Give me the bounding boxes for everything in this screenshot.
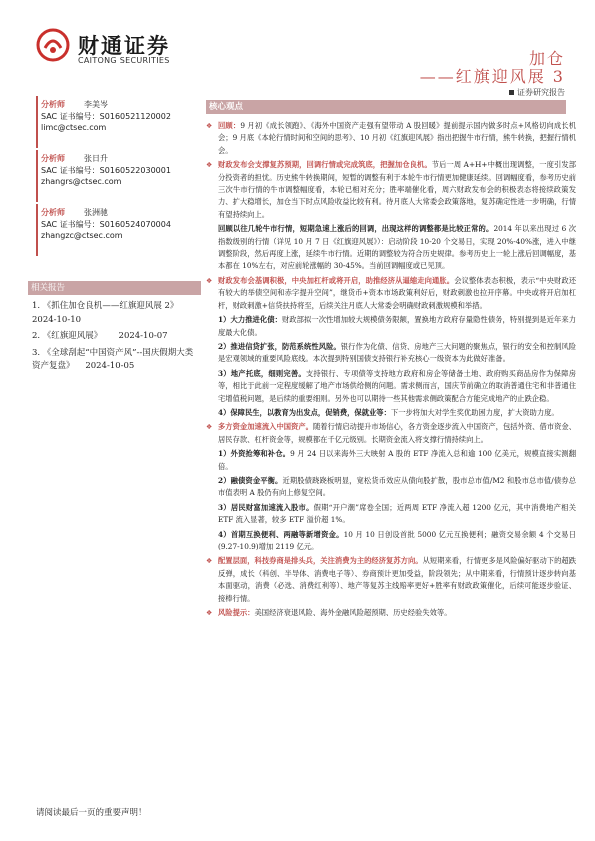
para-lead: 配置层面，科技券商是排头兵，关注消费为主的经济复苏方向。 [218, 556, 423, 566]
analyst-email[interactable]: zhangrs@ctsec.com [41, 177, 122, 186]
paragraph-risk [206, 607, 576, 619]
para-lead: 财政发布会支撑复苏预期，回调行情或完成筑底，把握加仓良机。 [218, 160, 432, 170]
sub-point [206, 475, 576, 500]
related-reports-list [32, 300, 198, 377]
analyst-sac: SAC 证书编号：S0160524070004 [41, 220, 171, 229]
sub-lead: 3）居民财富加速流入股市。 [218, 502, 314, 512]
related-report-date: 2024-10-07 [118, 331, 168, 341]
analyst-card [36, 96, 196, 148]
para-text: 2014 年以来出现过 6 次指数级别的行情（详见 10 月 7 日《红旗迎风展》）：启动阶段 10-20 个交易日，实现 20%-40%涨，进入中继调整阶段，然后再度上涨，延续牛市行情。近期的调整较为符合历史规律。参考历史上一轮上涨后回调幅度，基本都在 10%左右，对应前轮涨幅的 30-45%。当前回调幅度或已见顶。 [218, 224, 577, 271]
paragraph-history [206, 223, 576, 273]
sub-point [206, 529, 576, 554]
para-lead: 风险提示： [218, 608, 255, 618]
paragraph-leverage [206, 275, 576, 312]
analyst-sidebar [36, 96, 196, 258]
para-lead: 多方资金加速流入中国资产。 [218, 422, 313, 432]
sub-point [206, 314, 576, 339]
sub-point [206, 502, 576, 527]
related-report-title: 1. 《抓住加仓良机——红旗迎风展 2》 [32, 301, 179, 311]
analyst-role: 分析师 [41, 154, 65, 163]
sub-text: 支持银行、专项债等支持地方政府和房企等储备土地、政府购买商品房作为保障房等，相比于此前一定程度缓解了地产市场供给侧的问题。需求侧而言，国庆节前确立的取消普通住宅和非普通住宅增值税问题，是后续的重要细则。另外也可以期待一些其他需求侧政策配合方能完成地产的止跌企稳。 [218, 368, 576, 403]
analyst-name: 李美岑 [84, 100, 108, 109]
analyst-name: 张洲驰 [84, 208, 108, 217]
sub-point [206, 368, 576, 405]
related-report-title: 2. 《红旗迎风展》 [32, 331, 103, 341]
related-reports-header: 相关报告 [28, 281, 201, 295]
para-lead: 回顾以往几轮牛市行情，短期急速上涨后的回调，出现这样的调整都是比较正常的。 [218, 224, 494, 234]
report-category-text: 证券研究报告 [517, 88, 565, 97]
report-type: 加仓 [528, 49, 565, 68]
caitong-logo-icon [36, 28, 70, 62]
diamond-bullet-icon: ❖ [206, 122, 213, 130]
sub-point [206, 407, 576, 419]
core-view-header: 核心观点 [206, 100, 566, 114]
diamond-bullet-icon: ❖ [206, 609, 213, 618]
sub-text: 近期股债跷跷板明显，宽松货币效应从债向股扩散，股市总市值/M2 和股市总市值/债券总市值表明 A 股仍有向上修复空间。 [218, 475, 576, 498]
report-category [509, 87, 565, 98]
related-report-date: 2024-10-10 [32, 314, 82, 325]
analyst-email[interactable]: zhangzc@ctsec.com [41, 231, 123, 240]
sub-lead: 2）推进信贷扩张，防范系统性风险。 [218, 341, 341, 351]
sub-lead: 1）大力推进化债： [218, 315, 282, 325]
main-content [206, 100, 577, 618]
diamond-bullet-icon: ❖ [206, 423, 213, 432]
logo-cn-text: 财通证券 [78, 34, 170, 58]
sub-lead: 4）保障民生，以教育为出发点，促销费，保就业等： [218, 407, 391, 417]
related-report-item[interactable] [32, 347, 198, 374]
paragraph-review [206, 120, 576, 157]
para-lead: 财政发布会基调积极，中央加杠杆或将开启，助推经济从逼缩走向通胀。 [218, 275, 455, 285]
analyst-role: 分析师 [41, 208, 65, 217]
analyst-name: 张日升 [84, 154, 108, 163]
square-bullet-icon [509, 90, 514, 95]
related-report-item[interactable] [32, 300, 198, 327]
para-text: 会议整体表态积极，表示“中央财政还有较大的举债空间和赤字提升空间”，继货币+资本市场政策利好后，财政刺激也拉开序幕。中央或将开启加杠杆，财政刺激+信贷扶持将至，后续关注月底人大常委会明确财政刺激规模和举措。 [218, 275, 577, 310]
sub-text: 假期“开户潮”席卷全国；近两周 ETF 净流入超 1200 亿元，其中消费地产相关 ETF 流入显著，较多 ETF 溢价超 1%。 [218, 502, 576, 525]
sub-lead: 3）地产托底，细则完善。 [218, 368, 306, 378]
paragraph-fiscal [206, 159, 576, 221]
sub-text: 10 月 10 日创设首批 5000 亿元互换便利；融资交易余额 4 个交易日(9.27-10.9)增加 2119 亿元。 [218, 529, 576, 551]
paragraph-allocation [206, 555, 576, 605]
para-text: 随着行情启动提升市场信心，各方资金逐步流入中国资产，包括外资、借市资金、居民存款、杠杆资金等，规模都在千亿元级别。长期资金流入将支撑行情持续向上。 [218, 422, 576, 444]
analyst-card [36, 204, 196, 256]
company-logo [36, 28, 186, 68]
para-lead: 回顾： [218, 121, 241, 130]
related-report-title: 3. 《全球刮起“中国资产风”--国庆假期大类资产复盘》 [32, 347, 194, 371]
report-header [0, 0, 595, 100]
analyst-sac: SAC 证书编号：S0160522030001 [41, 166, 171, 175]
paragraph-funds [206, 421, 576, 446]
sub-text: 银行作为化债、信贷、房地产三大问题的聚焦点，银行的安全和控制风险是宏观领域的重要风险底线。本次提到特别国债支持银行补充核心一级资本为此做好准备。 [218, 341, 577, 364]
sub-lead: 1）外资抢筹和补仓。 [218, 449, 291, 459]
core-view-body [206, 120, 576, 621]
diamond-bullet-icon: ❖ [206, 161, 213, 170]
logo-en-text: CAITONG SECURITIES [78, 56, 170, 65]
sub-text: 下一步将加大对学生奖优助困力度，扩大资助力度。 [390, 407, 559, 417]
sub-lead: 2）融债资金平衡。 [218, 475, 283, 485]
diamond-bullet-icon: ❖ [206, 557, 213, 566]
sub-point [206, 341, 576, 366]
report-title: ——红旗迎风展 3 [419, 67, 565, 86]
sub-text: 9 月 24 日以来海外三大映射 A 股的 ETF 净流入总和逾 100 亿美元，规模直接实测翻倍。 [218, 449, 576, 471]
related-report-date: 2024-10-05 [85, 361, 135, 371]
para-text: 9 月初《成长领跑》、《海外中国资产走强有望带动 A 股回暖》提前提示国内做多时点+风格切向成长机会；9 月底《本轮行情时间和空间的思考》、10 月初《红旗迎风展》指出把握牛市行情，熊牛转换，把握行情机会。 [218, 121, 577, 155]
para-text: 美国经济衰退风险、海外金融风险超预期、历史经验失效等。 [254, 608, 452, 618]
analyst-card [36, 150, 196, 202]
analyst-sac: SAC 证书编号：S0160521120002 [41, 112, 171, 121]
para-text: 节后一周 A+H+中概出现调整，一度引发部分投资者的担忧。历史熊牛转换期间，短暂的调整有利于本轮牛市行情更加健康延续。回调幅度看，参考历史前三次牛市行情的牛市调整幅度看，本轮已相对充分；胜率端催化看，周六财政发布会的积极表态将接续政策发力、扩大稳增长，加仓当下时点风险收益比较有利。待月底人大常委会政策落地，复苏确定性进一步明确，行情有望持续向上。 [218, 160, 577, 219]
sub-lead: 4）首期互换便利、两融等新增资金。 [218, 529, 344, 539]
analyst-email[interactable]: limc@ctsec.com [41, 123, 107, 132]
sub-point [206, 448, 576, 473]
analyst-role: 分析师 [41, 100, 65, 109]
related-report-item[interactable] [32, 330, 198, 344]
sub-text: 财政部拟一次性增加较大规模债务限额，置换地方政府存量隐性债务，特别提到是近年来力度最大化债。 [218, 315, 576, 337]
disclaimer-footer: 请阅读最后一页的重要声明！ [36, 808, 147, 818]
para-text: 从短期来看，行情更多是风险偏好驱动下的超跌反弹，成长（科创、半导体、消费电子等）、券商预计更加受益，阶段领先；从中期来看，行情预计逐步转向基本面驱动，消费（必选、消费红利等）、地产等复苏主线赔率更好+胜率有财政政策催化，后续可能逐步验证、接棒行情。 [218, 556, 576, 603]
diamond-bullet-icon: ❖ [206, 276, 213, 285]
